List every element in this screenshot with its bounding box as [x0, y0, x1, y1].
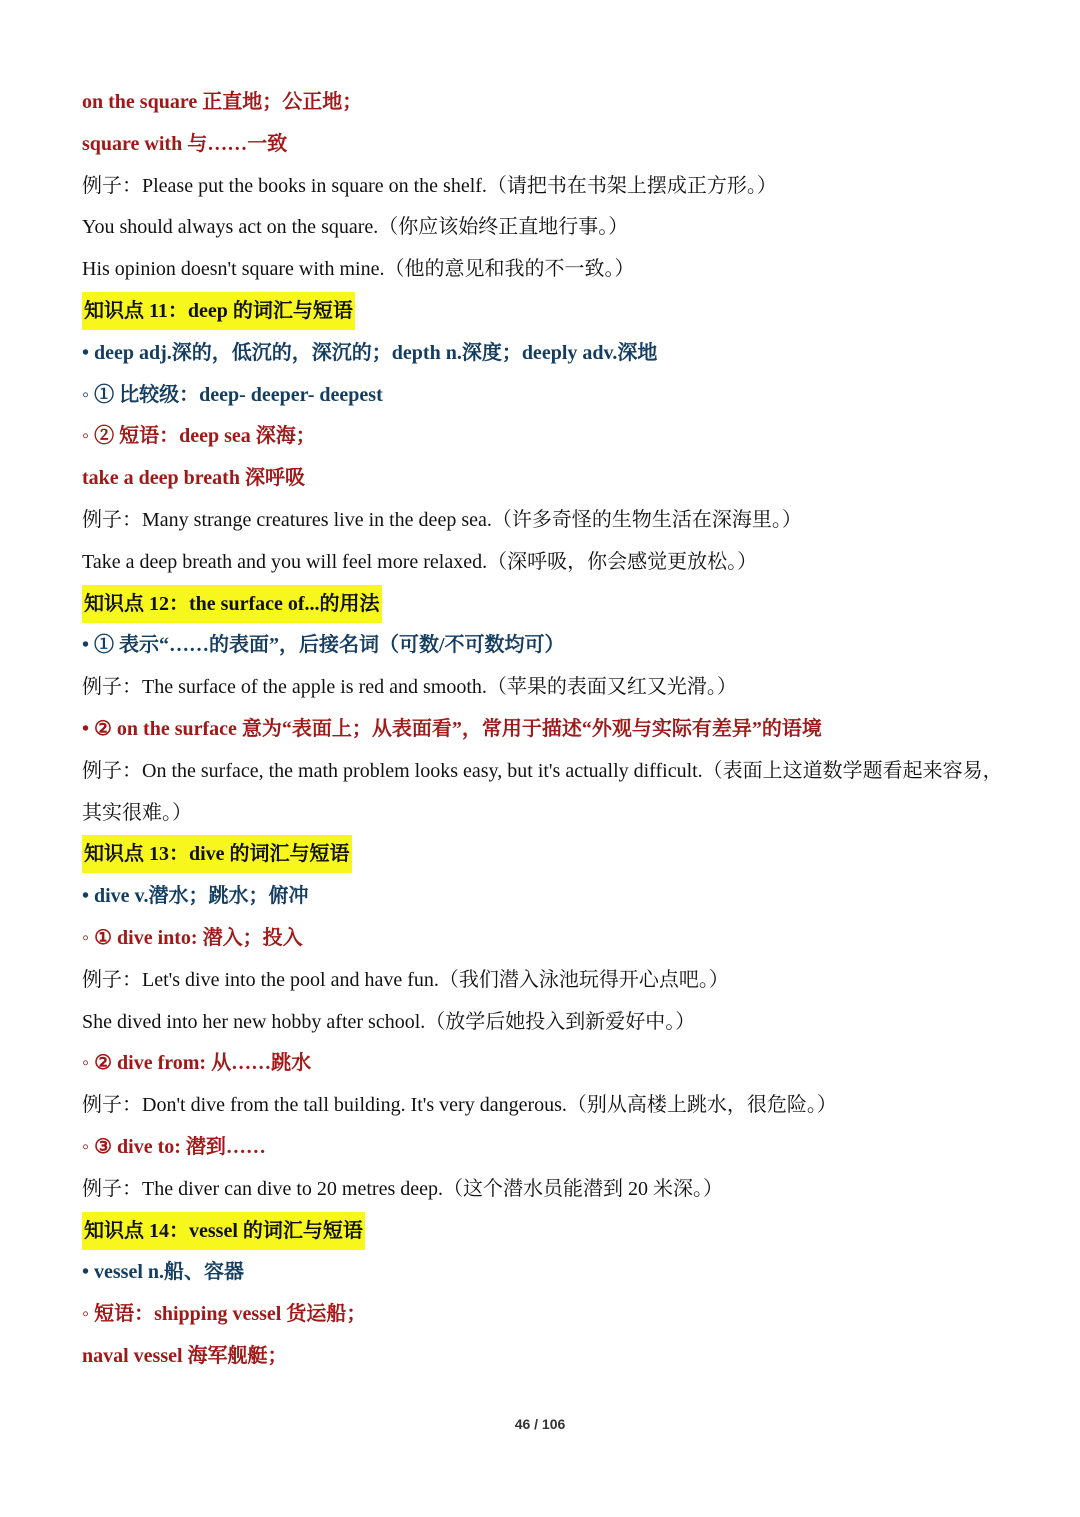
example-sentence: 例子：Don't dive from the tall building. It's very dangerous.（别从高楼上跳水，很危险。） [82, 1094, 837, 1117]
definition-dive: • dive v.潜水；跳水；俯冲 [82, 885, 309, 908]
comparative-deep: ◦ ① 比较级：deep- deeper- deepest [82, 383, 383, 406]
phrase-shipping-vessel: ◦ 短语：shipping vessel 货运船； [82, 1303, 367, 1326]
knowledge-point-13-heading: 知识点 13：dive 的词汇与短语 [82, 835, 352, 873]
example-sentence: 例子：Many strange creatures live in the deep sea.（许多奇怪的生物生活在深海里。） [82, 508, 802, 531]
example-sentence: His opinion doesn't square with mine.（他的意见和我的不一致。） [82, 258, 635, 281]
example-sentence: 例子：The surface of the apple is red and smooth.（苹果的表面又红又光滑。） [82, 676, 737, 699]
phrase-dive-into: ◦ ① dive into: 潜入；投入 [82, 926, 303, 949]
example-sentence: You should always act on the square.（你应该始终正直地行事。） [82, 216, 629, 239]
example-sentence: She dived into her new hobby after school.（放学后她投入到新爱好中。） [82, 1010, 696, 1033]
phrase-take-a-deep-breath: take a deep breath 深呼吸 [82, 467, 305, 490]
definition-deep: • deep adj.深的，低沉的，深沉的；depth n.深度；deeply adv.深地 [82, 341, 658, 364]
phrase-deep-sea: ◦ ② 短语：deep sea 深海； [82, 425, 316, 448]
usage-surface-of: • ① 表示“……的表面”，后接名词（可数/不可数均可） [82, 634, 565, 657]
example-sentence: 例子：Please put the books in square on the shelf.（请把书在书架上摆成正方形。） [82, 174, 777, 197]
knowledge-point-14-heading: 知识点 14：vessel 的词汇与短语 [82, 1212, 365, 1250]
phrase-naval-vessel: naval vessel 海军舰艇； [82, 1344, 288, 1367]
example-sentence: 例子：The diver can dive to 20 metres deep.（这个潜水员能潜到 20 米深。） [82, 1177, 723, 1200]
phrase-dive-from: ◦ ② dive from: 从……跳水 [82, 1052, 312, 1075]
example-sentence: 例子：Let's dive into the pool and have fun.（我们潜入泳池玩得开心点吧。） [82, 968, 729, 991]
knowledge-point-12-heading: 知识点 12：the surface of...的用法 [82, 585, 382, 623]
example-sentence: 例子：On the surface, the math problem looks easy, but it's actually difficult.（表面上这道数学题看起来容易，其实很难。） [82, 759, 1003, 824]
phrase-square-with: square with 与……一致 [82, 132, 288, 155]
knowledge-point-11-heading: 知识点 11：deep 的词汇与短语 [82, 292, 355, 330]
definition-vessel: • vessel n.船、容器 [82, 1261, 245, 1284]
knowledge-point-14-row [82, 1211, 1012, 1253]
page-number: 46 / 106 [514, 1416, 566, 1432]
knowledge-point-11-row [82, 291, 1012, 333]
document-body [82, 82, 1012, 1378]
knowledge-point-12-row [82, 584, 1012, 626]
usage-on-the-surface: • ② on the surface 意为“表面上；从表面看”，常用于描述“外观与实际有差异”的语境 [82, 717, 822, 740]
knowledge-point-13-row [82, 834, 1012, 876]
example-sentence: Take a deep breath and you will feel more relaxed.（深呼吸，你会感觉更放松。） [82, 550, 758, 573]
phrase-dive-to: ◦ ③ dive to: 潜到…… [82, 1135, 266, 1158]
phrase-on-the-square: on the square 正直地；公正地； [82, 91, 363, 113]
